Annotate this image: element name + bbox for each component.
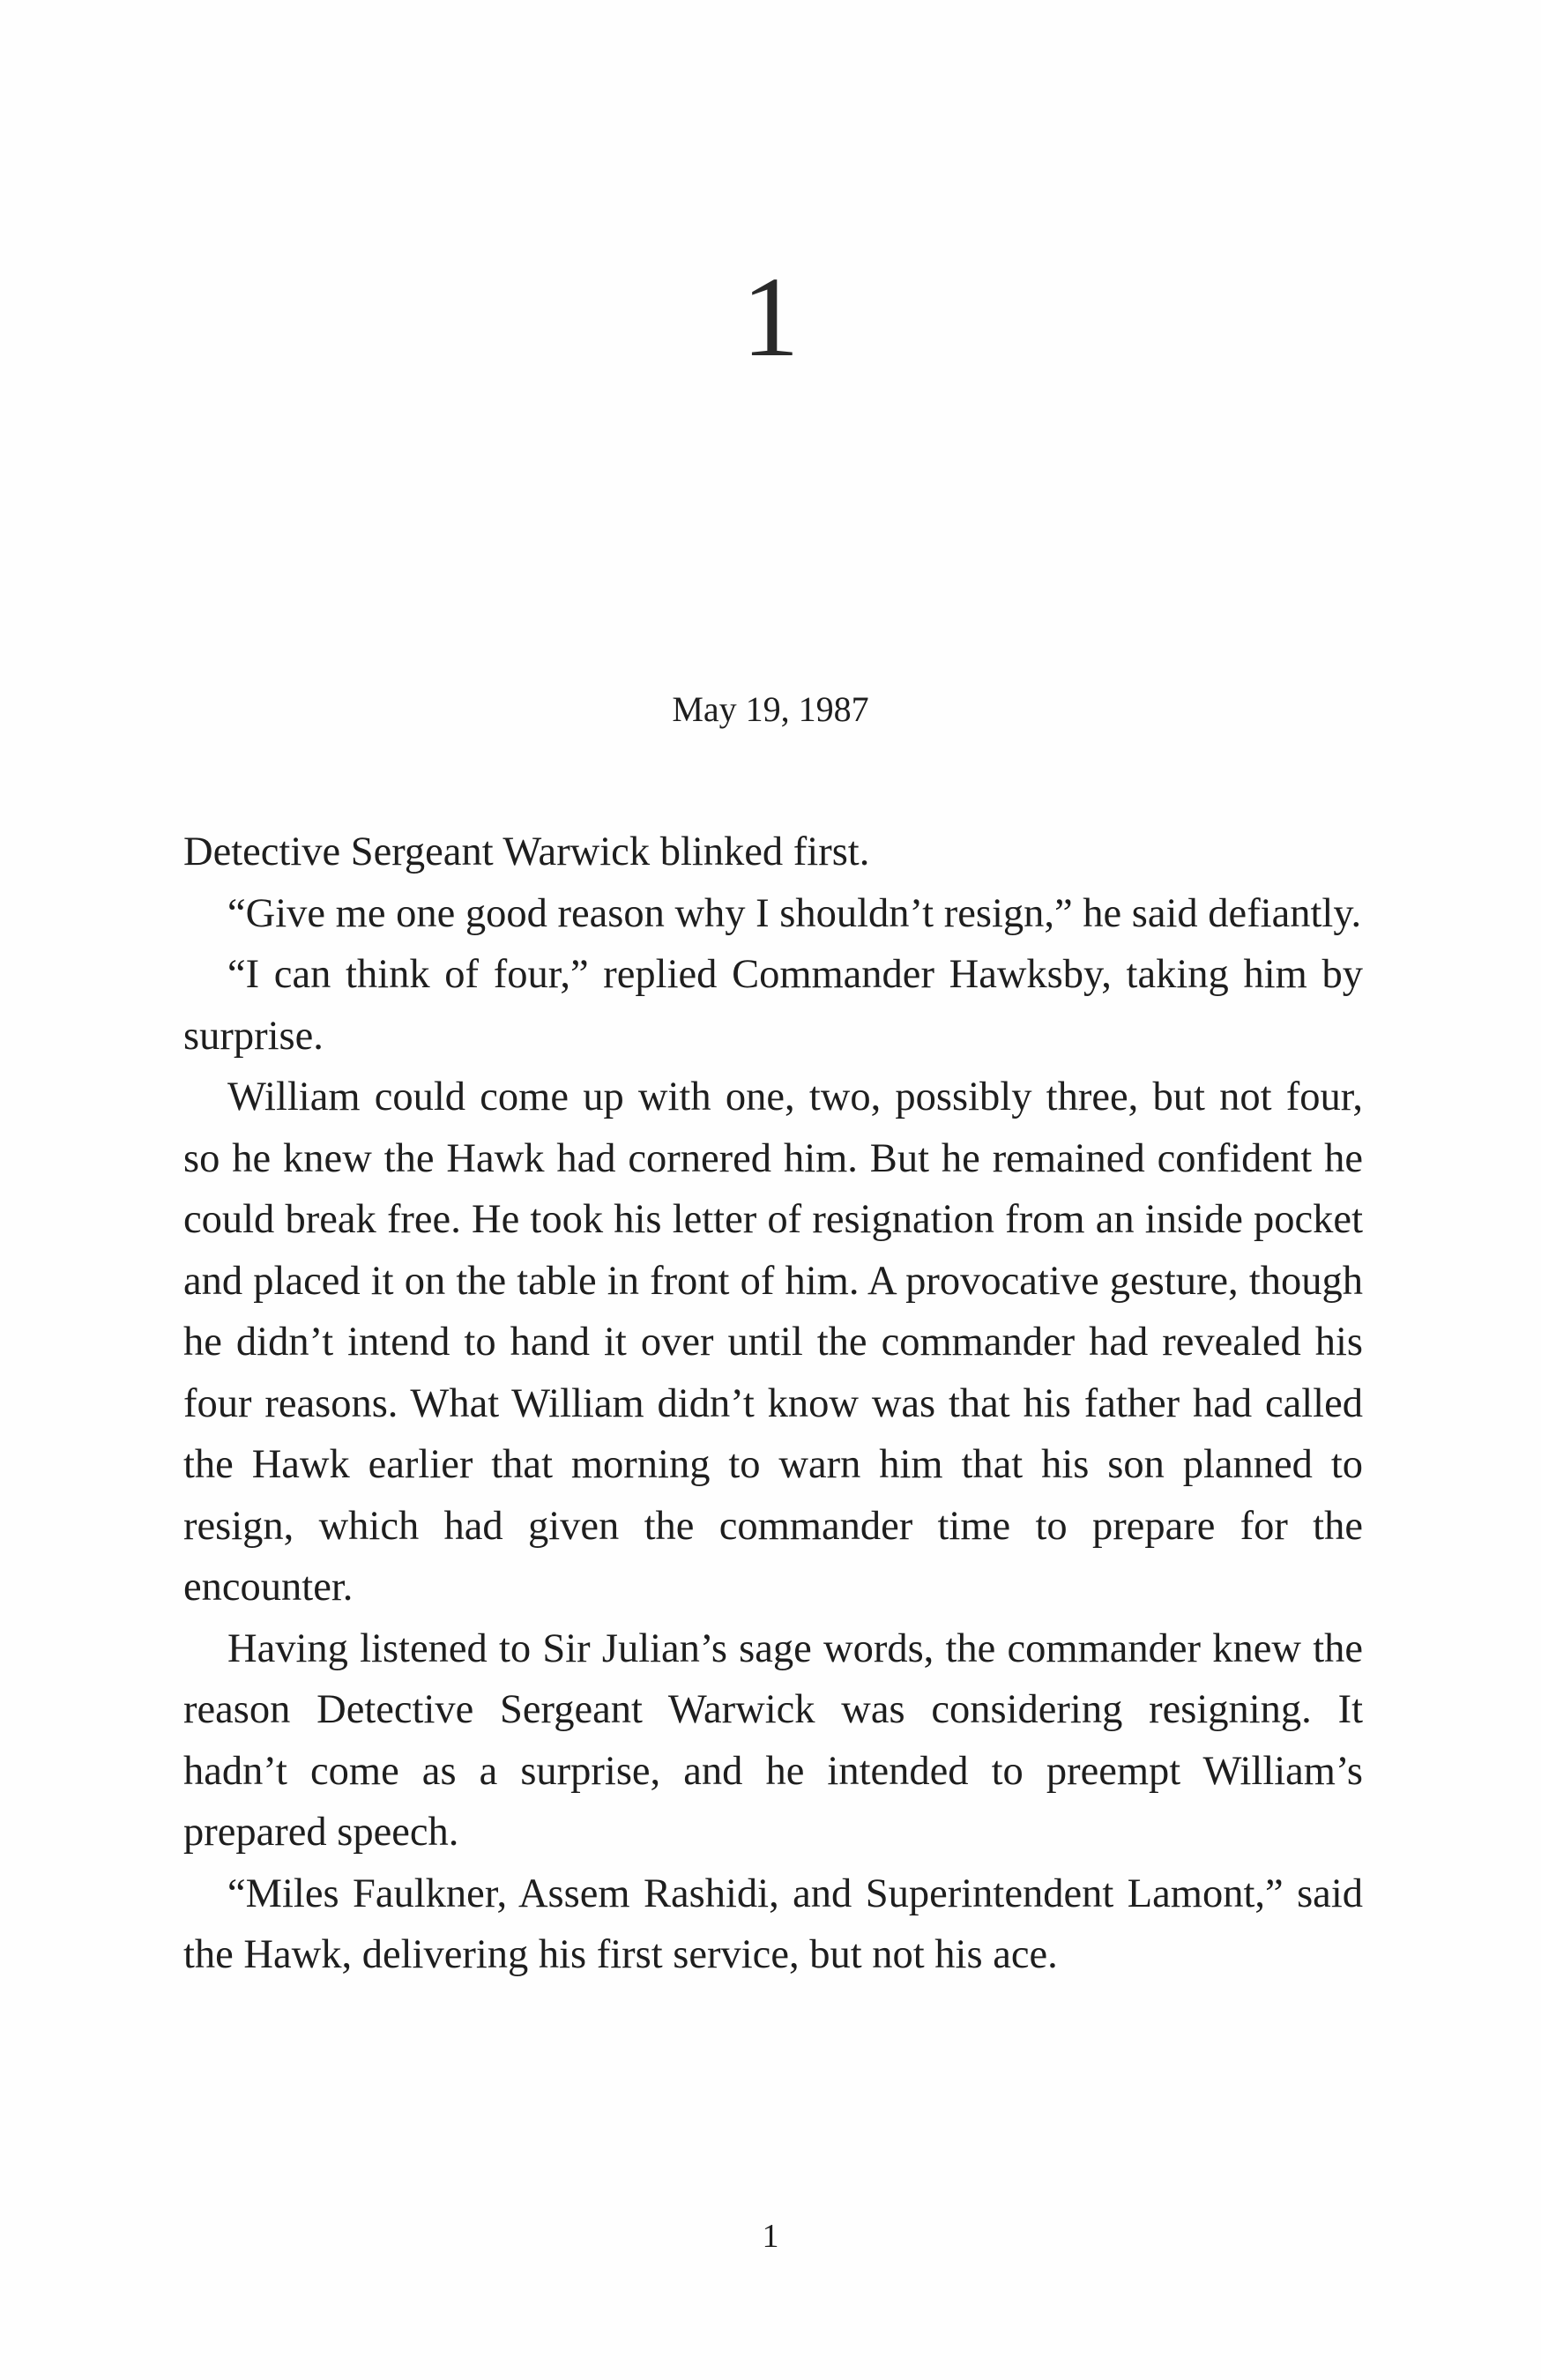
page-number: 1 [762, 2218, 779, 2255]
chapter-date: May 19, 1987 [672, 689, 869, 729]
paragraph: “Miles Faulkner, Assem Rashidi, and Superintendent Lamont,” said the Hawk, delivering his first service, but not his ace. [183, 1871, 1363, 1977]
paragraph: “Give me one good reason why I shouldn’t resign,” he said defiantly. [227, 890, 1362, 936]
paragraph: Detective Sergeant Warwick blinked first. [183, 829, 870, 874]
paragraph: Having listened to Sir Julian’s sage words, the commander knew the reason Detective Sergeant Warwick was considering resigning. It hadn’t come as a surprise, and he intended to preempt William’s prepared speech. [183, 1625, 1363, 1855]
body-text [183, 822, 1363, 1986]
chapter-number: 1 [741, 254, 800, 381]
paragraph: “I can think of four,” replied Commander Hawksby, taking him by surprise. [183, 952, 1363, 1059]
paragraph: William could come up with one, two, possibly three, but not four, so he knew the Hawk had cornered him. But he remained confident he could break free. He took his letter of resignation from an inside pocket and placed it on the table in front of him. A provocative gesture, though he didn’t intend to hand it over until the commander had revealed his four reasons. What William didn’t know was that his father had called the Hawk earlier that morning to warn him that his son planned to resign, which had given the commander time to prepare for the encounter. [183, 1075, 1363, 1610]
